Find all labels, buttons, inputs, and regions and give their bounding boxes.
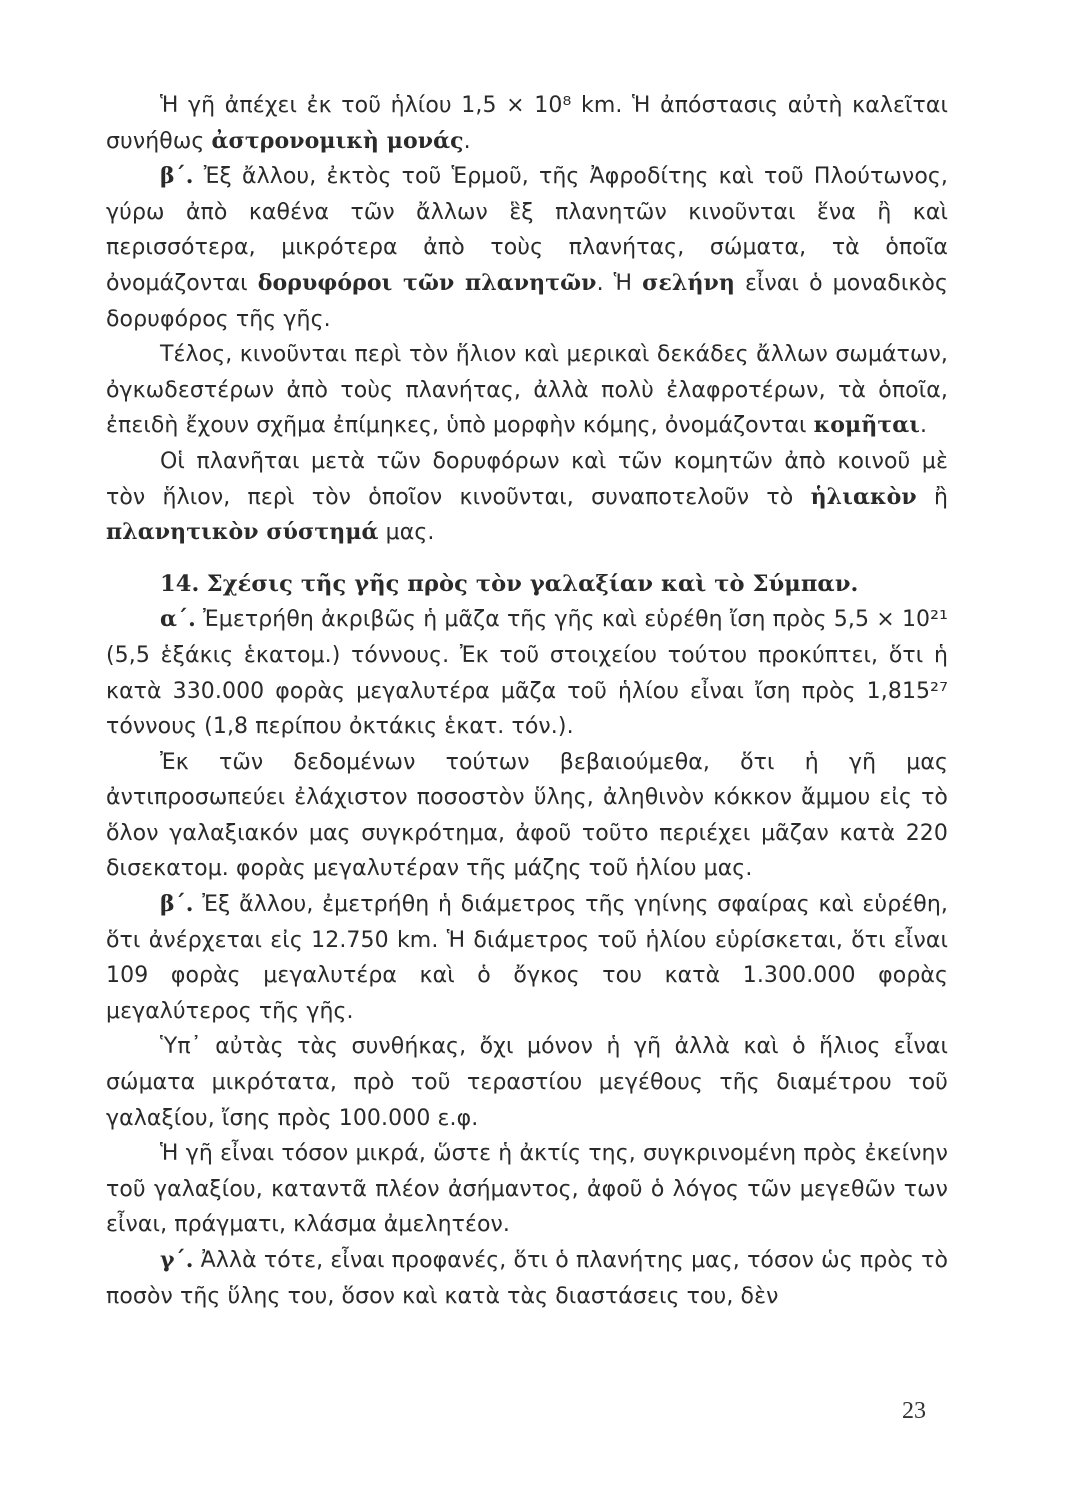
term-solar: ἡλιακὸν (810, 483, 917, 510)
paragraph-grain-of-sand: Ἐκ τῶν δεδομένων τούτων βεβαιούμεθα, ὅτι ἡ γῆ μας ἀντιπροσωπεύει ἐλάχιστον ποσοστὸν ὕλης, ἀληθινὸν κόκκον ἄμμου εἰς τὸ ὅλον γαλαξιακόν μας συγκρότημα, ἀφοῦ τοῦτο περιέχει μᾶζαν κατὰ 220 δισεκατομ. φορὰς μεγαλυτέραν τῆς μάζης τοῦ ἡλίου μας. (106, 749, 948, 882)
paragraph-earth-radius: Ἡ γῆ εἶναι τόσον μικρά, ὥστε ἡ ἀκτίς της, συγκρινομένη πρὸς ἐκείνην τοῦ γαλαξίου, καταντᾶ πλέον ἀσήμαντος, ἀφοῦ ὁ λόγος τῶν μεγεθῶν των εἶναι, πράγματι, κλάσμα ἀμελητέον. (106, 1141, 948, 1238)
section-label-gamma: γ΄. (160, 1247, 194, 1273)
paragraph-astronomical-unit: Ἡ γῆ ἀπέχει ἐκ τοῦ ἡλίου 1,5 × 10⁸ km. Ἡ ἀπόστασις αὐτὴ καλεῖται συνήθως ἀστρονομικὴ μονάς. (106, 93, 948, 154)
section-heading (106, 567, 948, 603)
section-title: Σχέσις τῆς γῆς πρὸς τὸν γαλαξίαν καὶ τὸ Σύμπαν. (206, 570, 859, 597)
paragraph-comets: Τέλος, κινοῦνται περὶ τὸν ἥλιον καὶ μερικαὶ δεκάδες ἄλλων σωμάτων, ὀγκωδεστέρων ἀπὸ τοὺς πλανήτας, ἀλλὰ πολὺ ἐλαφροτέρων, τὰ ὁποῖα, ἐπειδὴ ἔχουν σχῆμα ἐπίμηκες, ὑπὸ μορφὴν κόμης, ὀνομάζονται κομῆται. (106, 342, 948, 439)
paragraph-diameter: β΄. Ἐξ ἄλλου, ἐμετρήθη ἡ διάμετρος τῆς γηίνης σφαίρας καὶ εὑρέθη, ὅτι ἀνέρχεται εἰς 12.750 km. Ἡ διάμετρος τοῦ ἡλίου εὑρίσκεται, ὅτι εἶναι 109 φορὰς μεγαλυτέρα καὶ ὁ ὄγκος του κατὰ 1.300.000 φορὰς μεγαλύτερος τῆς γῆς. (106, 891, 948, 1024)
page-number: 23 (902, 1398, 926, 1424)
body-text (106, 88, 948, 1314)
term-planetary-system: πλανητικὸν σύστημά (106, 519, 379, 546)
paragraph-earth-mass: α΄. Ἐμετρήθη ἀκριβῶς ἡ μᾶζα τῆς γῆς καὶ εὑρέθη ἴση πρὸς 5,5 × 10²¹ (5,5 ἑξάκις ἑκατομ.) τόννους. Ἐκ τοῦ στοιχείου τούτου προκύπτει, ὅτι ἡ κατὰ 330.000 φορὰς μεγαλυτέρα μᾶζα τοῦ ἡλίου εἶναι ἴση πρὸς 1,815²⁷ τόννους (1,8 περίπου ὀκτάκις ἑκατ. τόν.). (106, 606, 948, 740)
section-label-beta: β΄. (160, 163, 194, 190)
paragraph-gamma: γ΄. Ἀλλὰ τότε, εἶναι προφανές, ὅτι ὁ πλανήτης μας, τόσον ὡς πρὸς τὸ ποσὸν τῆς ὕλης του, ὅσον καὶ κατὰ τὰς διαστάσεις του, δὲν (106, 1247, 948, 1309)
term-astronomical-unit: ἀστρονομικὴ μονάς (211, 127, 464, 154)
section-number: 14. (160, 570, 200, 597)
term-comets: κομῆται (813, 412, 921, 439)
term-satellites: δορυφόροι τῶν πλανητῶν (257, 269, 597, 296)
paragraph-satellites: β΄. Ἐξ ἄλλου, ἐκτὸς τοῦ Ἑρμοῦ, τῆς Ἀφροδίτης καὶ τοῦ Πλούτωνος, γύρω ἀπὸ καθένα τῶν ἄλλων ἓξ πλανητῶν κινοῦνται ἕνα ἢ καὶ περισσότερα, μικρότερα ἀπὸ τοὺς πλανήτας, σώματα, τὰ ὁποῖα ὀνομάζονται δορυφόροι τῶν πλανητῶν. Ἡ σελήνη εἶναι ὁ μοναδικὸς δορυφόρος τῆς γῆς. (106, 163, 949, 332)
paragraph-galaxy-size: Ὑπ᾽ αὐτὰς τὰς συνθήκας, ὄχι μόνον ἡ γῆ ἀλλὰ καὶ ὁ ἥλιος εἶναι σώματα μικρότατα, πρὸ τοῦ τεραστίου μεγέθους τῆς διαμέτρου τοῦ γαλαξίου, ἴσης πρὸς 100.000 ε.φ. (106, 1034, 948, 1131)
term-moon: σελήνη (642, 269, 736, 296)
paragraph-solar-system: Οἱ πλανῆται μετὰ τῶν δορυφόρων καὶ τῶν κομητῶν ἀπὸ κοινοῦ μὲ τὸν ἥλιον, περὶ τὸν ὁποῖον κινοῦνται, συναποτελοῦν τὸ ἡλιακὸν ἢ πλανητικὸν σύστημά μας. (106, 448, 949, 546)
section-label-beta-2: β΄. (160, 891, 194, 918)
section-label-alpha: α΄. (160, 606, 196, 633)
